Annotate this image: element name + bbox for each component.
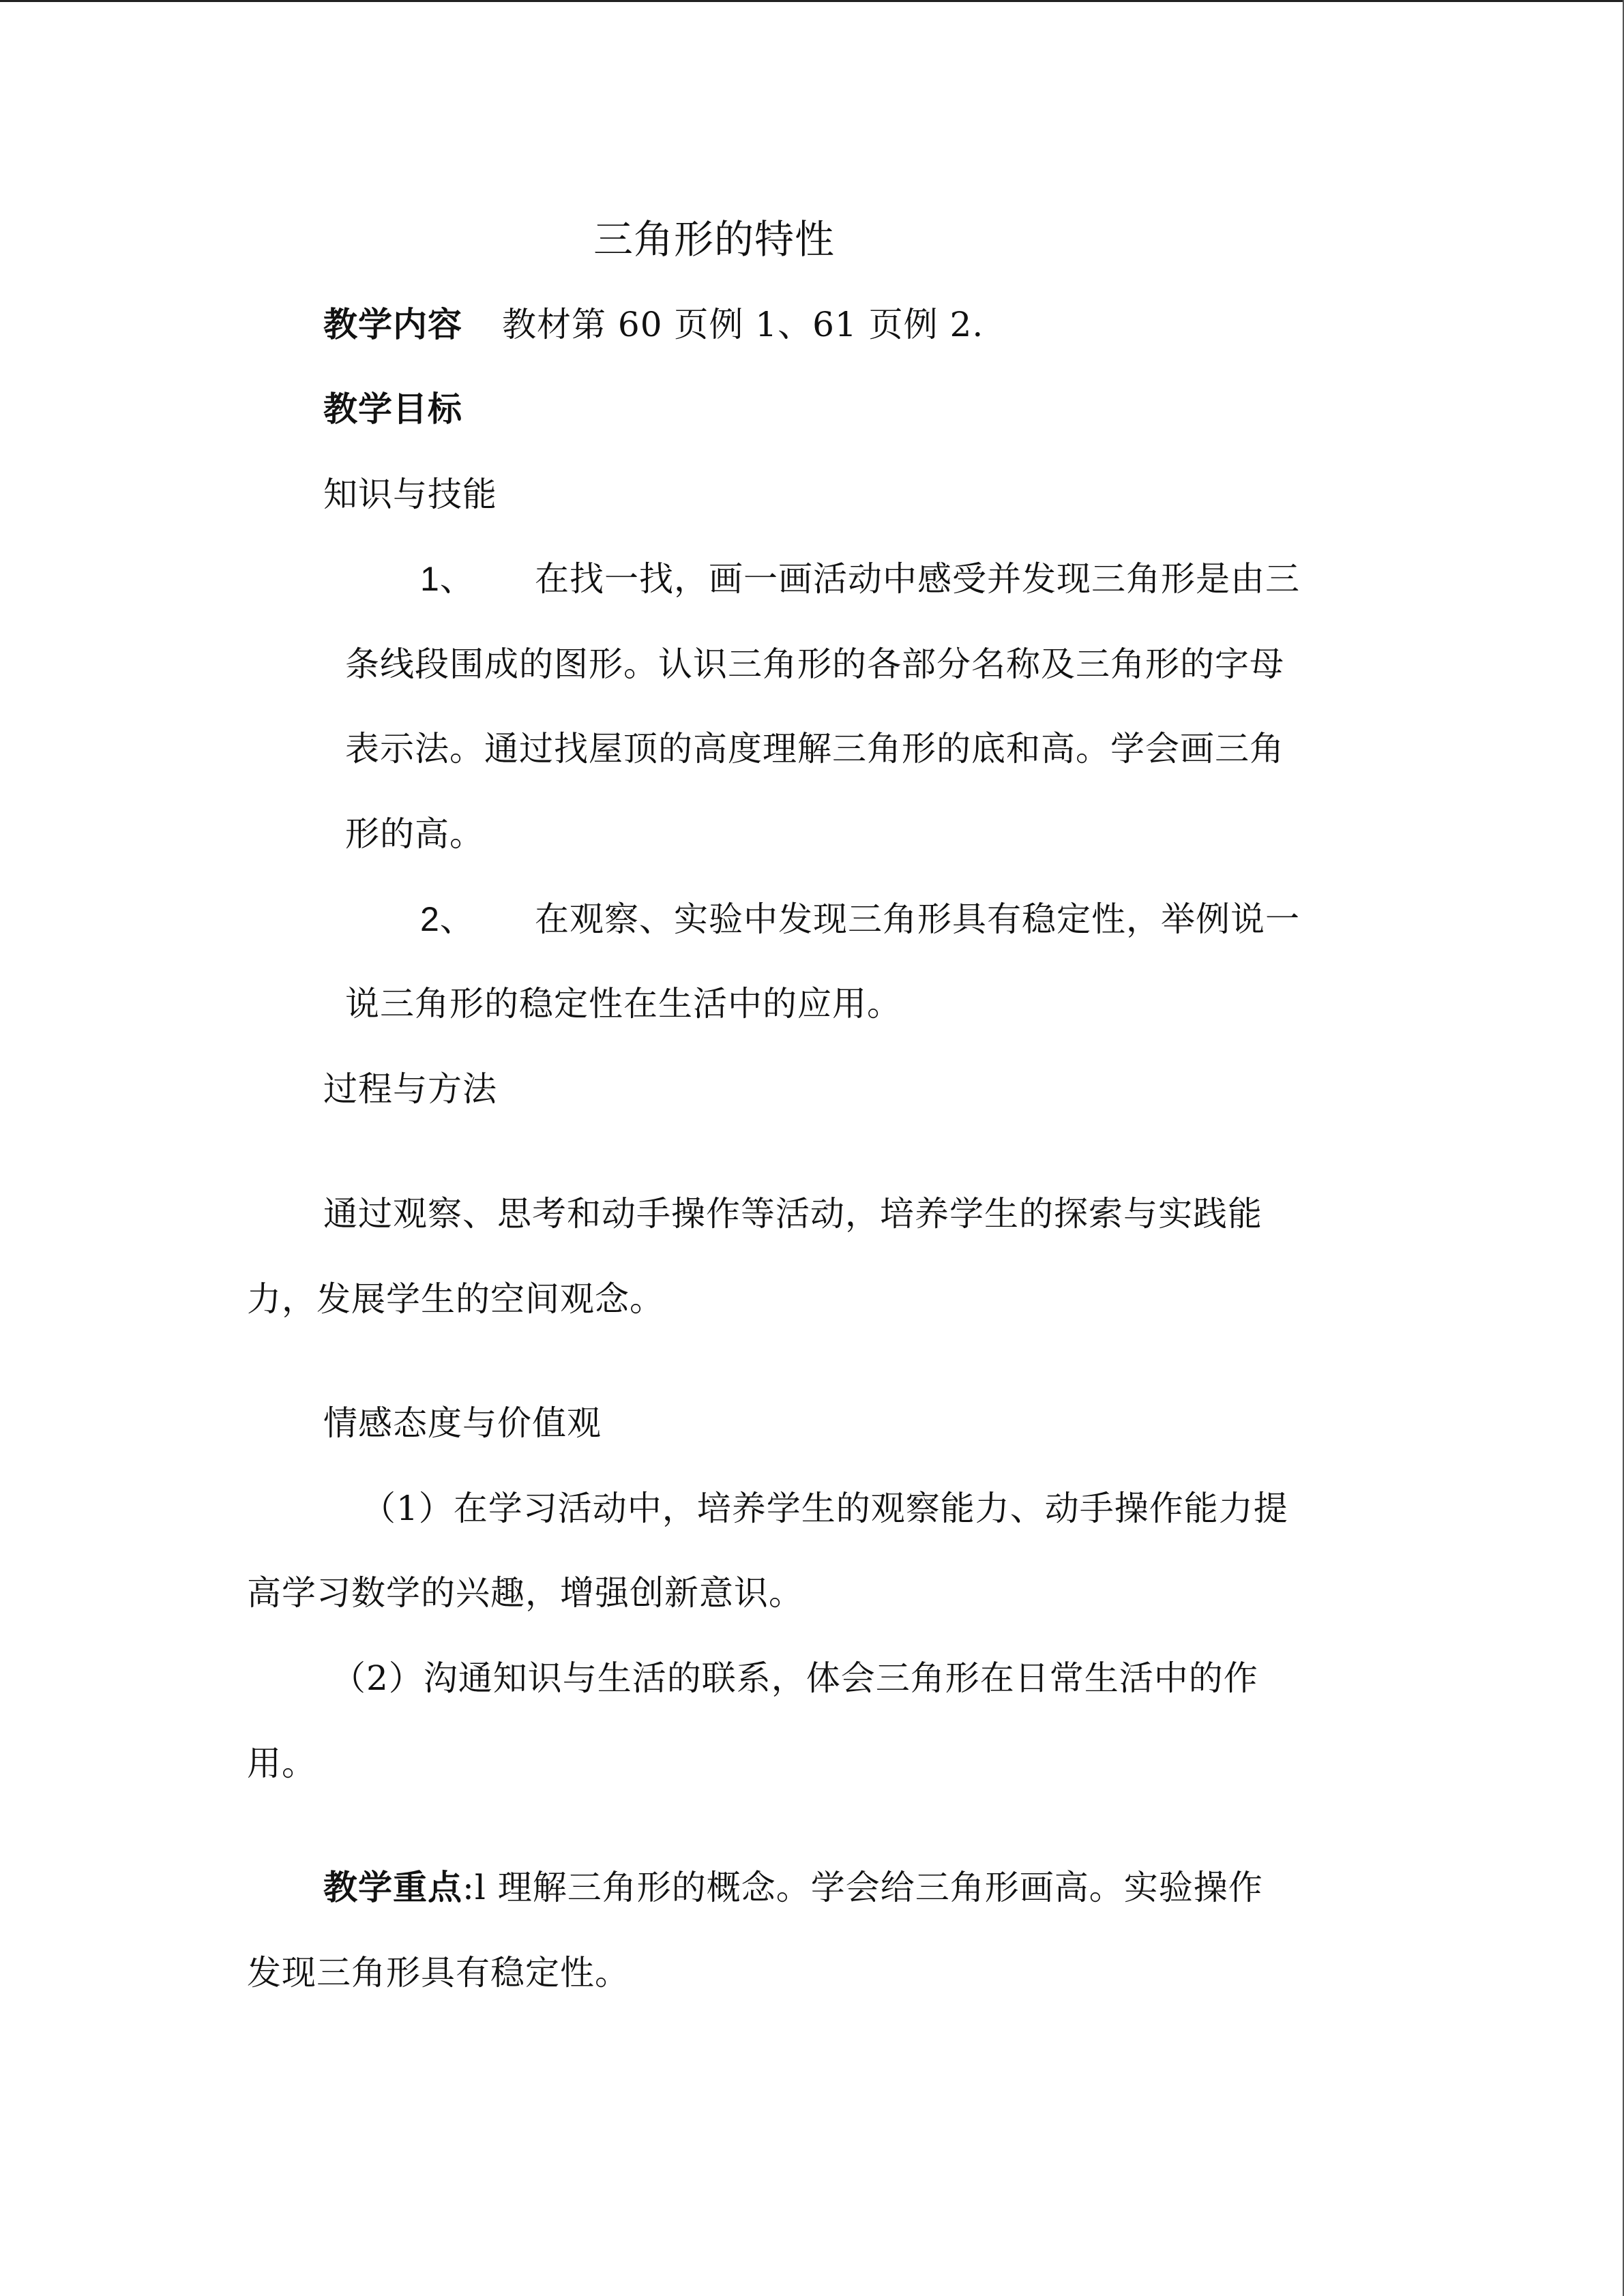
emotion-item-2-line-1: （2）沟通知识与生活的联系，体会三角形在日常生活中的作 <box>331 1658 1258 1698</box>
emotion-item-1-line-1: （1）在学习活动中，培养学生的观察能力、动手操作能力提 <box>361 1489 1288 1528</box>
content-label: 教学内容 <box>323 304 462 344</box>
knowledge-item-2-marker: 2、 <box>420 900 475 938</box>
knowledge-item-1-line-4: 形的高。 <box>345 814 484 854</box>
key-points-separator: :l <box>462 1868 498 1907</box>
emotion-item-2-line-2: 用。 <box>247 1744 316 1783</box>
knowledge-item-1-line-2: 条线段围成的图形。认识三角形的各部分名称及三角形的字母 <box>345 644 1284 684</box>
process-heading: 过程与方法 <box>323 1069 497 1109</box>
knowledge-item-2-line-2: 说三角形的稳定性在生活中的应用。 <box>345 984 902 1024</box>
emotion-item-1-line-2: 高学习数学的兴趣，增强创新意识。 <box>247 1573 803 1613</box>
knowledge-item-1-line-1: 在找一找，画一画活动中感受并发现三角形是由三 <box>535 559 1300 599</box>
content-text: 教材第 60 页例 1、61 页例 2. <box>502 305 984 344</box>
process-line-1: 通过观察、思考和动手操作等活动，培养学生的探索与实践能 <box>323 1194 1263 1234</box>
document-title: 三角形的特性 <box>593 216 836 263</box>
objectives-heading: 教学目标 <box>323 389 462 429</box>
key-points-text-1: 理解三角形的概念。学会给三角形画高。实验操作 <box>497 1868 1263 1907</box>
key-points-line-2: 发现三角形具有稳定性。 <box>247 1953 630 1993</box>
key-points-line-1 <box>323 1867 1263 1908</box>
knowledge-item-2-line-1: 在观察、实验中发现三角形具有稳定性，举例说一 <box>535 899 1300 939</box>
emotion-heading: 情感态度与价值观 <box>323 1403 602 1443</box>
knowledge-item-1-line-3: 表示法。通过找屋顶的高度理解三角形的底和高。学会画三角 <box>345 729 1284 769</box>
knowledge-heading: 知识与技能 <box>323 475 497 514</box>
page-top-border <box>0 0 1624 2</box>
knowledge-item-1-marker: 1、 <box>420 560 475 598</box>
key-points-label: 教学重点 <box>323 1867 462 1907</box>
content-row <box>323 304 984 345</box>
process-line-2: 力，发展学生的空间观念。 <box>247 1279 664 1319</box>
